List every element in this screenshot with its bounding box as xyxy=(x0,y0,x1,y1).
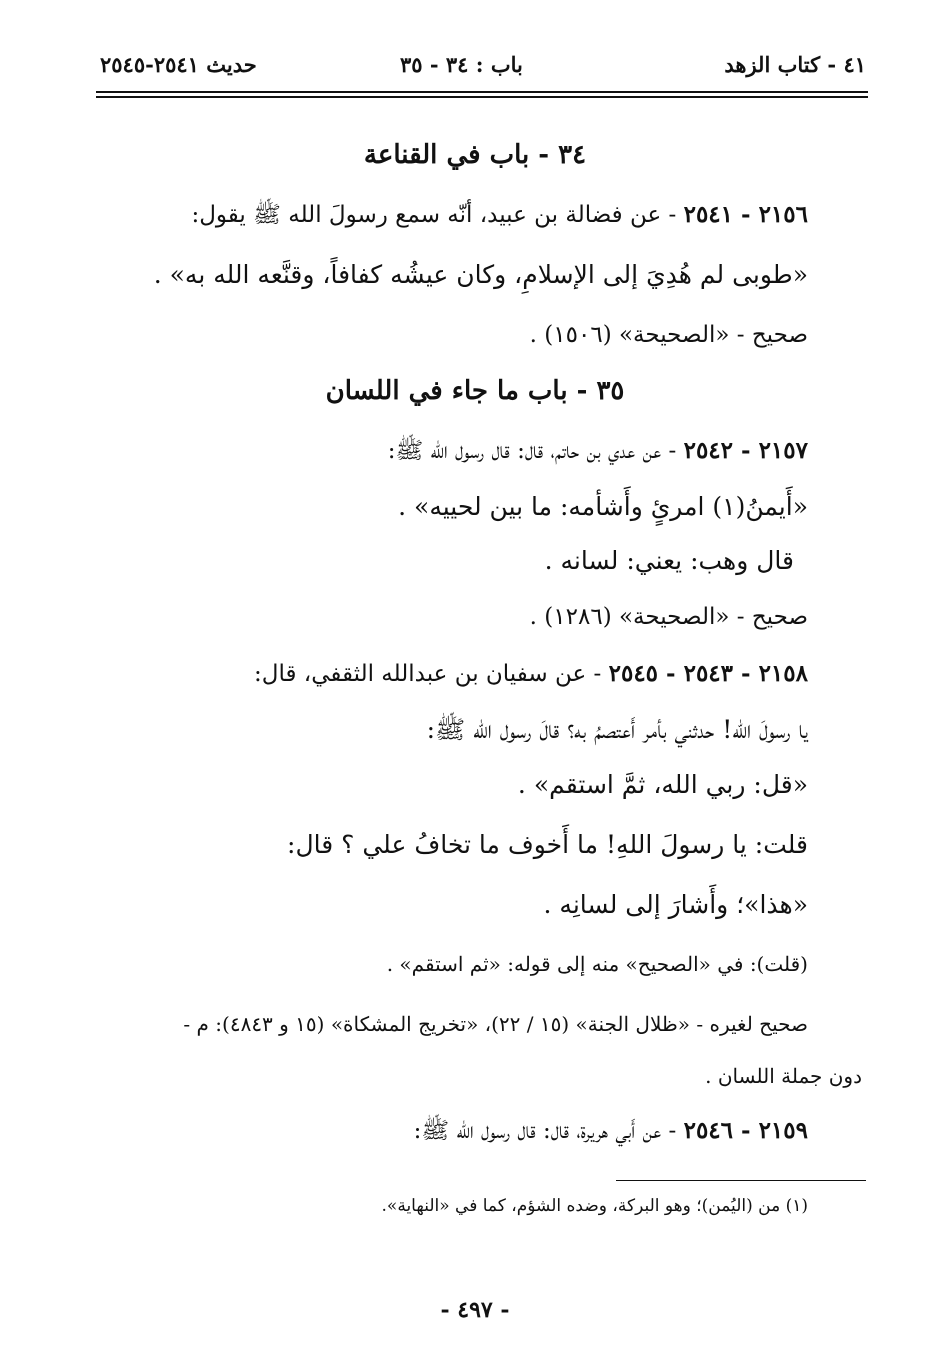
hadith-number: ٢١٥٩ - ٢٥٤٦ xyxy=(683,1117,808,1144)
hadith-2156-matn: «طوبى لم هُدِيَ إلى الإسلامِ، وكان عيشُه كفافاً، وقنَّعه الله به» . xyxy=(153,260,808,289)
header-rule-bottom xyxy=(96,96,868,98)
hadith-2156-grade: صحيح - «الصحيحة» (١٥٠٦) . xyxy=(529,322,808,348)
header-rule-top xyxy=(96,91,868,93)
header-book-title: ٤١ - كتاب الزهد xyxy=(724,52,866,77)
header-chapter-range: باب : ٣٤ - ٣٥ xyxy=(400,52,523,77)
hadith-isnad: - عن أَبي هريرة، قال: قال رسول الله ﷺ: xyxy=(413,1118,684,1144)
hadith-2158-qult: (قلت): في «الصحيح» منه إلى قوله: «ثم استقم» . xyxy=(386,952,808,976)
hadith-isnad: - عن عدي بن حاتم، قال: قال رسول الله ﷺ: xyxy=(387,438,684,464)
hadith-2158-line-2: «قل: ربي الله، ثمَّ استقم» . xyxy=(517,770,808,799)
hadith-2157-intro xyxy=(388,436,808,470)
hadith-2158-line-1: يا رسولَ الله! حدثني بأمر أَعتصمُ به؟ قالَ رسول الله ﷺ: xyxy=(426,715,808,744)
page-number: - ٤٩٧ - xyxy=(440,1297,510,1323)
hadith-2156-intro xyxy=(191,200,808,234)
hadith-2159-intro xyxy=(414,1116,808,1150)
hadith-number: ٢١٥٨ - ٢٥٤٣ - ٢٥٤٥ xyxy=(608,660,808,687)
footnote-1: (١) من (اليُمن)؛ وهو البركة، وضده الشؤم، كما في «النهاية». xyxy=(381,1196,808,1216)
hadith-2157-matn: «أَيمنُ(١) امرئٍ وأَشأمه: ما بين لحييه» . xyxy=(398,492,808,521)
chapter-34-title: ٣٤ - باب في القناعة xyxy=(363,140,587,170)
hadith-number: ٢١٥٦ - ٢٥٤١ xyxy=(683,201,808,228)
hadith-2157-wahb: قال وهب: يعني: لسانه . xyxy=(544,546,794,575)
hadith-isnad: - عن سفيان بن عبدالله الثقفي، قال: xyxy=(254,661,609,687)
hadith-2157-grade: صحيح - «الصحيحة» (١٢٨٦) . xyxy=(529,604,808,630)
hadith-isnad: - عن فضالة بن عبيد، أنّه سمع رسولَ الله ﷺ يقول: xyxy=(191,202,684,228)
hadith-2158-grade-1: صحيح لغيره - «ظلال الجنة» (١٥ / ٢٢)، «تخريج المشكاة» (١٥ و ٤٨٤٣): م - xyxy=(183,1012,808,1036)
chapter-35-title: ٣٥ - باب ما جاء في اللسان xyxy=(325,376,625,406)
footnote-separator xyxy=(616,1180,866,1181)
hadith-number: ٢١٥٧ - ٢٥٤٢ xyxy=(683,437,808,464)
hadith-2158-line-4: «هذا»؛ وأَشارَ إلى لسانِه . xyxy=(543,890,808,919)
hadith-2158-grade-2: دون جملة اللسان . xyxy=(705,1064,862,1088)
hadith-2158-line-3: قلت: يا رسولَ اللهِ! ما أَخوف ما تخافُ علي ؟ قال: xyxy=(287,830,808,859)
header-hadith-range: حديث ٢٥٤١-٢٥٤٥ xyxy=(100,52,257,77)
hadith-2158-intro xyxy=(254,660,808,687)
